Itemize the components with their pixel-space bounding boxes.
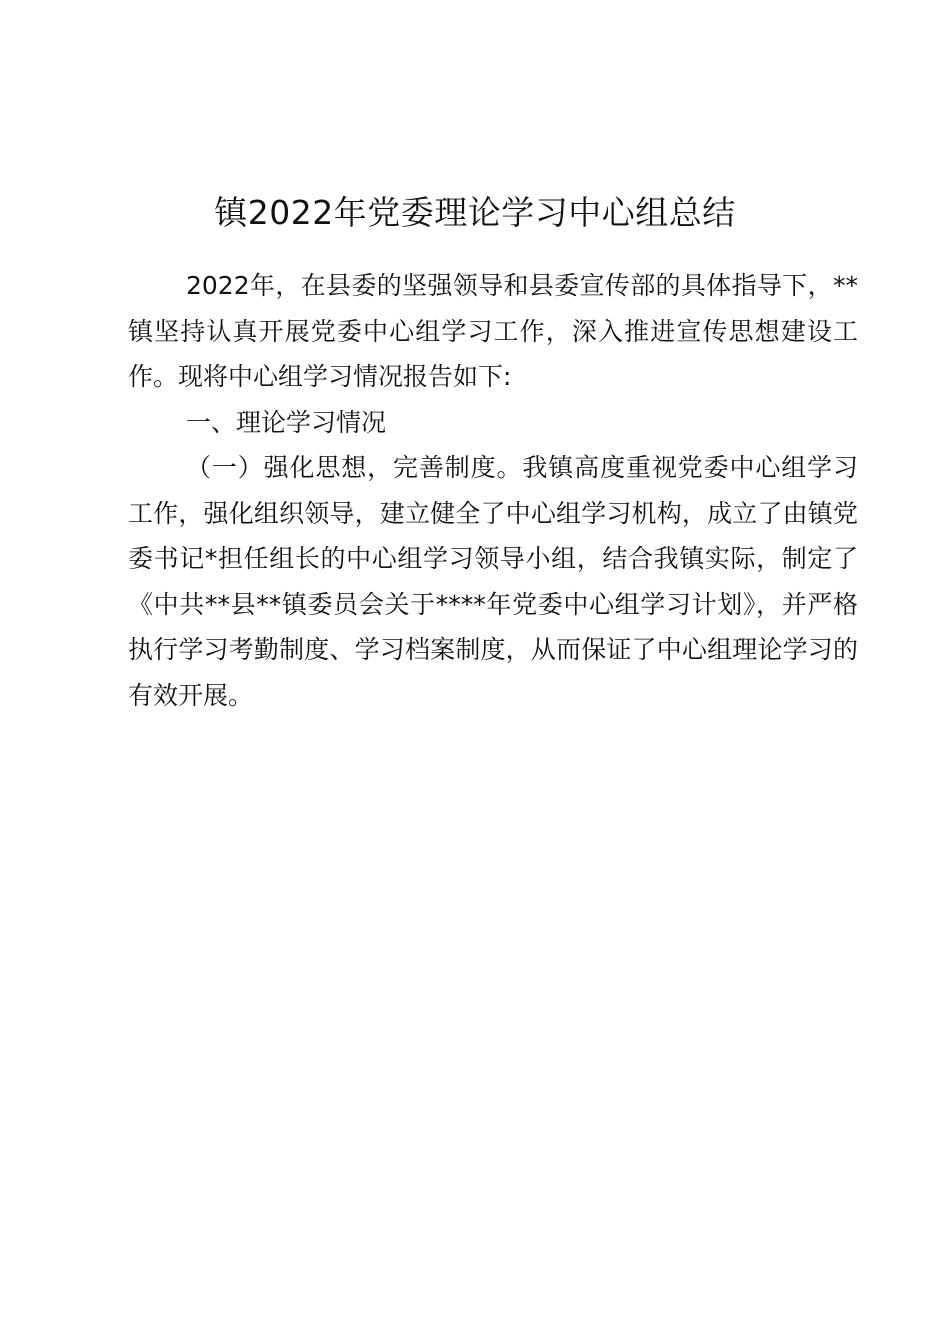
section-paragraph: （一）强化思想，完善制度。我镇高度重视党委中心组学习工作，强化组织领导，建立健全了中心组学习机构，成立了由镇党委书记*担任组长的中心组学习领导小组，结合我镇实际，制定了《中共**县**镇委员会关于****年党委中心组学习计划》，并严格执行学习考勤制度、学习档案制度，从而保证了中心组理论学习的有效开展。 <box>128 453 858 710</box>
section-heading: 一、理论学习情况 <box>186 407 387 437</box>
document-body <box>128 263 858 718</box>
intro-paragraph: 2022年，在县委的坚强领导和县委宣传部的具体指导下，**镇坚持认真开展党委中心组学习工作，深入推进宣传思想建设工作。现将中心组学习情况报告如下: <box>128 271 858 391</box>
document-title: 镇2022年党委理论学习中心组总结 <box>214 193 736 232</box>
